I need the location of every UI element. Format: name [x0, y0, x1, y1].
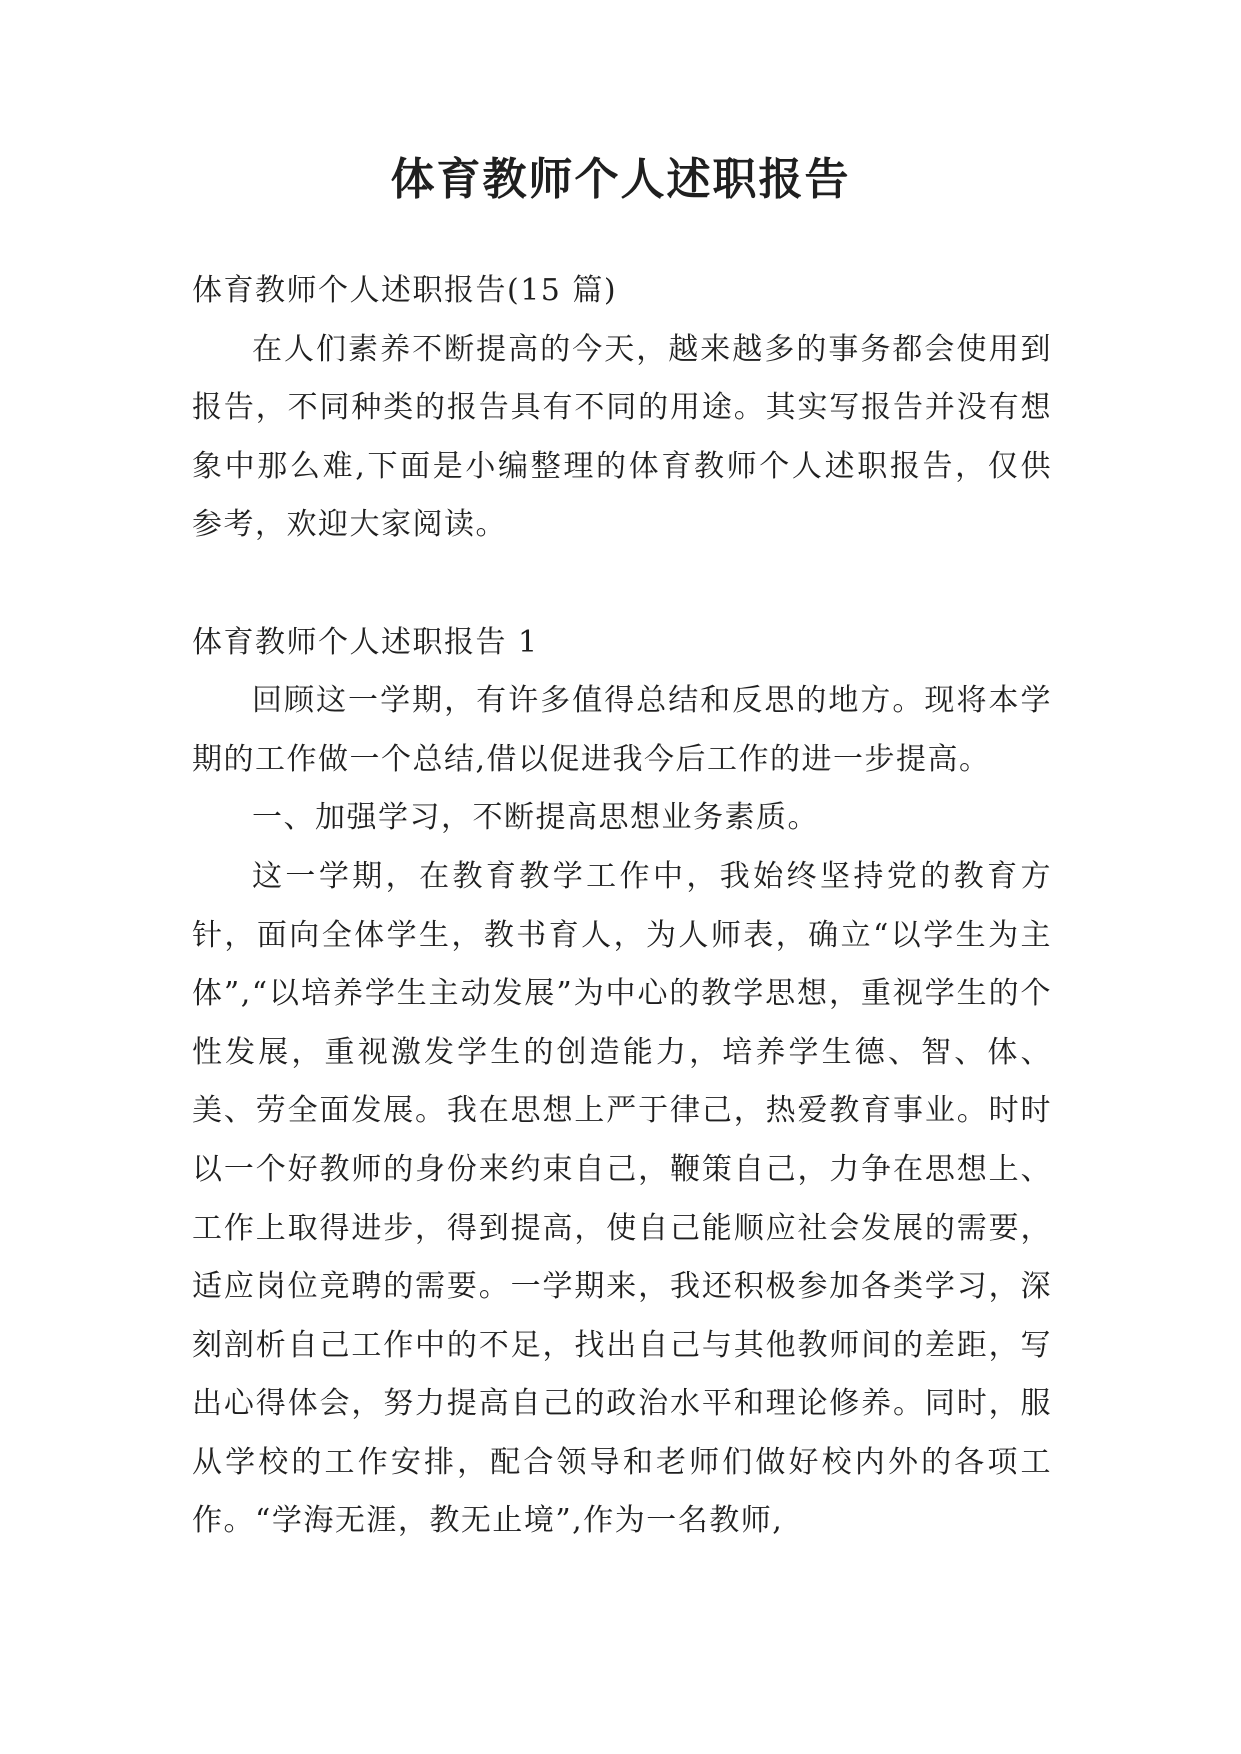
section-heading: 体育教师个人述职报告 1	[192, 624, 539, 660]
document-body	[192, 262, 1052, 1551]
body-paragraph: 一、加强学习，不断提高思想业务素质。	[252, 800, 819, 836]
intro-paragraph: 在人们素养不断提高的今天，越来越多的事务都会使用到报告，不同种类的报告具有不同的用途。其实写报告并没有想象中那么难,下面是小编整理的体育教师个人述职报告，仅供参考，欢迎大家阅读。	[192, 331, 1052, 543]
paragraph-gap	[192, 555, 1052, 614]
document-title: 体育教师个人述职报告	[390, 154, 851, 205]
document-subtitle: 体育教师个人述职报告(15 篇)	[192, 273, 618, 308]
body-paragraph: 回顾这一学期，有许多值得总结和反思的地方。现将本学期的工作做一个总结,借以促进我今后工作的进一步提高。	[192, 683, 1052, 777]
body-paragraph: 这一学期，在教育教学工作中，我始终坚持党的教育方针，面向全体学生，教书育人，为人师表，确立“以学生为主体”,“以培养学生主动发展”为中心的教学思想，重视学生的个性发展，重视激发学生的创造能力，培养学生德、智、体、美、劳全面发展。我在思想上严于律己，热爱教育事业。时时以一个好教师的身份来约束自己，鞭策自己，力争在思想上、工作上取得进步，得到提高，使自己能顺应社会发展的需要，适应岗位竞聘的需要。一学期来，我还积极参加各类学习，深刻剖析自己工作中的不足，找出自己与其他教师间的差距，写出心得体会，努力提高自己的政治水平和理论修养。同时，服从学校的工作安排，配合领导和老师们做好校内外的各项工作。“学海无涯，教无止境”,作为一名教师,	[192, 858, 1052, 1539]
